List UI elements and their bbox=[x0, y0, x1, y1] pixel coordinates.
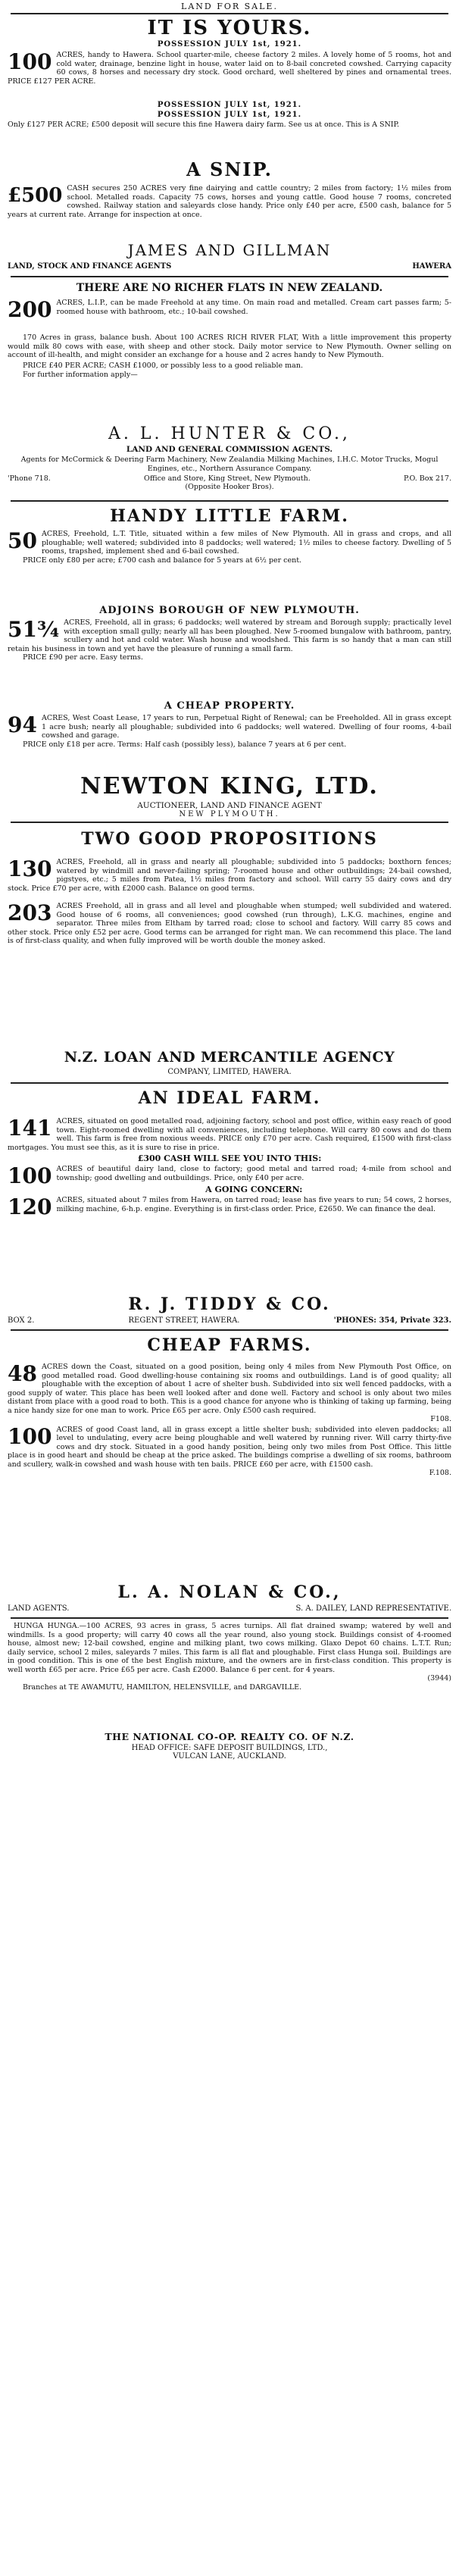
agent-opposite: (Opposite Hooker Bros). bbox=[185, 483, 274, 491]
acreage: 130 bbox=[8, 856, 52, 881]
acreage: 200 bbox=[8, 297, 52, 322]
divider bbox=[11, 500, 448, 502]
agent-desc: LAND AGENTS. bbox=[8, 1604, 70, 1613]
ad-heading: HANDY LITTLE FARM. bbox=[110, 506, 349, 526]
agent-block bbox=[8, 424, 451, 491]
price-line: PRICE £90 per acre. Easy terms. bbox=[23, 653, 143, 662]
acreage: 141 bbox=[8, 1116, 52, 1141]
ad-a-snip bbox=[8, 159, 451, 219]
apply-line: For further information apply— bbox=[23, 371, 138, 379]
branches-line: Branches at TE AWAMUTU, HAMILTON, HELENSVILLE, and DARGAVILLE. bbox=[23, 1682, 302, 1692]
divider bbox=[11, 1617, 448, 1619]
agent-block bbox=[8, 241, 451, 271]
ad-cheap-farms bbox=[8, 1335, 451, 1478]
acreage: 100 bbox=[8, 1163, 52, 1188]
price-line: PRICE £40 PER ACRE; CASH £1000, or possibly less to a good reliable man. bbox=[23, 361, 303, 370]
ad-body bbox=[8, 1117, 451, 1152]
agent-name: L. A. NOLAN & CO., bbox=[117, 1582, 342, 1602]
agent-name: NEWTON KING, LTD. bbox=[80, 773, 379, 800]
agent-desc: LAND, STOCK AND FINANCE AGENTS bbox=[8, 262, 172, 271]
ad-text: ACRES of good Coast land, all in grass except a little shelter bush; subdivided into eleven paddocks; all level to undulating, every acre being ploughable and well watered by running river. Will carry thirty-five cows and dry stock. Situated in a good handy position, being only two miles from Post Office. This little place is in good heart and should be cheap at the price asked. The buildings comprise a dwelling of six rooms, bathroom and scullery, walk-in cowshed and wash house with ten bails. PRICE £60 per acre, with £1500 cash. bbox=[8, 1425, 451, 1469]
ad-heading: ADJOINS BOROUGH OF NEW PLYMOUTH. bbox=[99, 605, 360, 616]
agent-office: Office and Store, King Street, New Plymouth. bbox=[144, 474, 311, 483]
agent-name: JAMES AND GILLMAN bbox=[127, 241, 332, 259]
ad-text: ACRES, L.I.P., can be made Freehold at any time. On main road and metalled. Cream cart passes farm; 5-roomed house with bathroom, etc.; 10-bail cowshed. bbox=[56, 299, 451, 316]
agent-street: REGENT STREET, HAWERA. bbox=[128, 1316, 240, 1325]
divider bbox=[11, 276, 448, 277]
acreage: 51¾ bbox=[8, 617, 60, 642]
ad-handy-little-farm bbox=[8, 506, 451, 565]
ad-body bbox=[8, 184, 451, 219]
agent-desc: AUCTIONEER, LAND AND FINANCE AGENT bbox=[137, 801, 322, 810]
ad-body bbox=[8, 530, 451, 556]
ad-cheap-property bbox=[8, 700, 451, 749]
ad-body bbox=[8, 1363, 451, 1415]
agent-phones: 'PHONES: 354, Private 323. bbox=[333, 1316, 451, 1325]
agent-place: HAWERA bbox=[412, 262, 451, 271]
agent-box: BOX 2. bbox=[8, 1316, 35, 1325]
ad-text: CASH secures 250 ACRES very fine dairying and cattle country; 2 miles from factory; 1½ miles from school. Metalled roads. Capacity 75 cows, horses and young cattle. Good house 7 rooms, concreted cowshed. Railway station and saleyards close handy. Price only £40 per acre, £500 cash, balance for 5 years at current rate. Arrange for inspection at once. bbox=[8, 184, 451, 219]
page-title: LAND FOR SALE. bbox=[181, 2, 278, 11]
ad-body bbox=[8, 1163, 451, 1188]
ad-it-is-yours bbox=[8, 17, 451, 130]
acreage: 50 bbox=[8, 528, 37, 553]
divider bbox=[11, 13, 448, 14]
ad-body bbox=[8, 299, 451, 333]
ref-number: (3944) bbox=[427, 1674, 451, 1682]
agent-agencies: Agents for McCormick & Deering Farm Machinery, New Zealandia Milking Machines, I.H.C. Motor Trucks, Mogul Engines, etc., Northern Assurance Company. bbox=[20, 455, 439, 473]
ad-heading: CHEAP FARMS. bbox=[147, 1335, 312, 1355]
agent-box: P.O. Box 217. bbox=[403, 474, 451, 483]
ad-text: ACRES of beautiful dairy land, close to factory; good metal and tarred road; 4-mile from school and township; good dwelling and outbuildings. Price, only £40 per acre. bbox=[56, 1165, 451, 1182]
agent-name: N.Z. LOAN AND MERCANTILE AGENCY bbox=[64, 1049, 395, 1066]
ad-two-good-propositions bbox=[8, 829, 451, 946]
agent-rep: S. A. DAILEY, LAND REPRESENTATIVE. bbox=[295, 1604, 451, 1613]
ref-number: F.108. bbox=[429, 1469, 451, 1477]
concern-line: A GOING CONCERN: bbox=[205, 1185, 303, 1194]
ad-text: ACRES, situated about 7 miles from Hawera, on tarred road; lease has five years to run; 54 cows, 2 horses, milking machine, 6-h.p. engine. Everything is in first-class order. Price, £2650. We can finance the deal. bbox=[56, 1196, 451, 1213]
ad-text: ACRES Freehold, all in grass and all level and ploughable when stumped; well subdivided and watered. Good house of 6 rooms, all conveniences; good cowshed (run through), L.K.G. machines, engine and separator. Three miles from Eltham by tarred road; close to school and factory. Will carry 85 cows and other stock. Price only £52 per acre. Good terms can be arranged for right man. We can recommend this place. The land is of first-class quality, and when fully improved will be worth double the money asked. bbox=[8, 902, 451, 945]
ad-text: ACRES, Freehold, all in grass and nearly all ploughable; subdivided into 5 paddocks; boxthorn fences; watered by windmill and never-failing spring; 7-roomed house and other outbuildings; 24-bail cowshed, pigstyes, etc.; 5 miles from Patea, 1½ miles from factory and school. Will carry 55 dairy cows and dry stock. Price £70 per acre, with £2000 cash. Balance on good terms. bbox=[8, 858, 451, 893]
ad-text: 170 Acres in grass, balance bush. About 100 ACRES RICH RIVER FLAT, With a little improvement this property would milk 80 cows with ease, with sheep and other stock. Daily motor service to New Plymouth. Owner selling on account of ill-health, and might consider an exchange for a house and 2 acres handy to New Plymouth. bbox=[8, 333, 451, 359]
ad-body bbox=[8, 902, 451, 946]
ad-heading: AN IDEAL FARM. bbox=[138, 1088, 321, 1108]
ad-text: ACRES, Freehold, all in grass; 6 paddocks; well watered by stream and Borough supply; practically level with exception small gully; nearly all has been ploughed. New 5-roomed bungalow with bathroom, pantry, scullery and hot and cold water. Wash house and woodshed. This farm is so handy that a man can still retain his business in town and yet have the pleasure of running a small farm. bbox=[8, 618, 451, 653]
possession-line: POSSESSION JULY 1st, 1921. bbox=[157, 101, 302, 109]
acreage: 48 bbox=[8, 1361, 37, 1386]
price-line: PRICE only £18 per acre. Terms: Half cash (possibly less), balance 7 years at 6 per cent. bbox=[23, 740, 347, 749]
ad-text: ACRES, Freehold, L.T. Title, situated within a few miles of New Plymouth. All in grass and crops, and all ploughable; well watered; subdivided into 8 paddocks; well watered; 1½ miles to cheese factory. Dwelling of 5 rooms, trapshed, implement shed and 6-bail cowshed. bbox=[41, 530, 451, 556]
ad-body bbox=[8, 1423, 451, 1470]
agent-block bbox=[8, 1294, 451, 1325]
ad-hunga-hunga bbox=[8, 1622, 451, 1692]
possession-line: POSSESSION JULY 1st, 1921. bbox=[157, 40, 302, 49]
ad-text: ACRES, West Coast Lease, 17 years to run, Perpetual Right of Renewal; can be Freeholded. All in grass except 1 acre bush; nearly all ploughable; subdivided into 6 paddocks; well watered. Dwelling of four rooms, 4-bail cowshed and garage. bbox=[41, 714, 451, 740]
acreage: 100 bbox=[8, 1423, 52, 1449]
cash-amount: £500 bbox=[8, 184, 63, 207]
acreage: 203 bbox=[8, 900, 52, 925]
ad-adjoins-borough bbox=[8, 605, 451, 662]
ad-heading: A CHEAP PROPERTY. bbox=[164, 700, 295, 712]
agent-desc: LAND AND GENERAL COMMISSION AGENTS. bbox=[126, 445, 333, 454]
ad-heading: TWO GOOD PROPOSITIONS bbox=[81, 829, 378, 849]
ad-body bbox=[8, 618, 451, 653]
ad-ideal-farm bbox=[8, 1088, 451, 1217]
agent-block bbox=[8, 1049, 451, 1076]
ad-body bbox=[8, 51, 451, 101]
ad-text: ACRES, situated on good metalled road, adjoining factory, school and post office, within easy reach of good town. Eight-roomed dwelling with all conveniences, including telephone. Will carry 80 cows and do them well. This farm is free from noxious weeds. PRICE only £70 per acre. Cash required, £1500 with first-class mortgages. You must see this, as it is sure to rise in price. bbox=[8, 1117, 451, 1152]
cash-line: £300 CASH WILL SEE YOU INTO THIS: bbox=[137, 1153, 322, 1163]
possession-line: POSSESSION JULY 1st, 1921. bbox=[157, 111, 302, 119]
acreage: 120 bbox=[8, 1194, 52, 1219]
price-line: PRICE only £80 per acre; £700 cash and balance for 5 years at 6½ per cent. bbox=[23, 556, 302, 565]
ad-richer-flats bbox=[8, 282, 451, 380]
divider bbox=[11, 1082, 448, 1084]
ad-heading: THERE ARE NO RICHER FLATS IN NEW ZEALAND. bbox=[76, 282, 383, 294]
ad-text: ACRES, handy to Hawera. School quarter-mile, cheese factory 2 miles. A lovely home of 5 rooms, hot and cold water, drainage, benzine light in house, water laid on to 8-bail concreted cowshed. Carrying capacity 60 cows, 8 horses and necessary dry stock. Good orchard, well sheltered by pines and ornamental trees. PRICE £127 PER ACRE. bbox=[8, 51, 451, 86]
ad-body bbox=[8, 1194, 451, 1219]
ad-text: ACRES down the Coast, situated on a good position, being only 4 miles from New Plymouth Post Office, on good metalled road. Good dwelling-house containing six rooms and outbuildings. Land is of good quality; all ploughable with the exception of about 1 acre of shelter bush. Subdivided into six well fenced paddocks, with a good supply of water. This place has been well looked after and done well. Factory and school is only about two miles distant from place with a good road to both. This is a good chance for anyone who is thinking of taking up farming, being a nice handy size for one man to work. Price £65 per acre. Only £500 cash required. bbox=[8, 1363, 451, 1415]
agent-block bbox=[8, 773, 451, 818]
agent-office: HEAD OFFICE: SAFE DEPOSIT BUILDINGS, LTD., bbox=[131, 1744, 328, 1752]
ad-body bbox=[8, 714, 451, 740]
ad-heading: A SNIP. bbox=[186, 158, 273, 180]
agent-name: THE NATIONAL CO-OP. REALTY CO. OF N.Z. bbox=[105, 1731, 354, 1742]
acreage: 100 bbox=[8, 49, 52, 74]
ad-body bbox=[8, 858, 451, 893]
agent-block bbox=[8, 1731, 451, 1761]
ad-text: HUNGA HUNGA.—100 ACRES, 93 acres in grass, 5 acres turnips. All flat drained swamp; watered by well and windmills. Is a good property; will carry 40 cows all the year round, also young stock. Buildings consist of 4-roomed house, almost new; 12-bail cowshed, engine and milking plant, two cows milking. Glaxo Depot 60 chains. L.T.T. Run; daily service, school 2 miles, saleyards 7 miles. This farm is all flat and ploughable. First class Hunga soil. Buildings are in good condition. This is one of the best English mixture, and the owners are in first-class condition. This property is well worth £65 per acre. Price £65 per acre. Cash £2000. Balance 6 per cent. for 4 years. bbox=[8, 1622, 451, 1674]
agent-phone: 'Phone 718. bbox=[8, 474, 51, 483]
agent-street: VULCAN LANE, AUCKLAND. bbox=[173, 1752, 286, 1761]
divider bbox=[11, 822, 448, 823]
agent-desc: COMPANY, LIMITED, HAWERA. bbox=[167, 1068, 292, 1076]
ad-heading: IT IS YOURS. bbox=[147, 17, 312, 39]
agent-name: A. L. HUNTER & CO., bbox=[108, 424, 351, 443]
acreage: 94 bbox=[8, 712, 37, 737]
page-title-block bbox=[8, 2, 451, 11]
ref-number: F108. bbox=[430, 1415, 451, 1423]
agent-block bbox=[8, 1582, 451, 1613]
ad-text: Only £127 PER ACRE; £500 deposit will secure this fine Hawera dairy farm. See us at once. This is A SNIP. bbox=[8, 121, 400, 129]
agent-name: R. J. TIDDY & CO. bbox=[128, 1294, 331, 1314]
divider bbox=[11, 1329, 448, 1331]
agent-place: NEW PLYMOUTH. bbox=[179, 810, 280, 818]
